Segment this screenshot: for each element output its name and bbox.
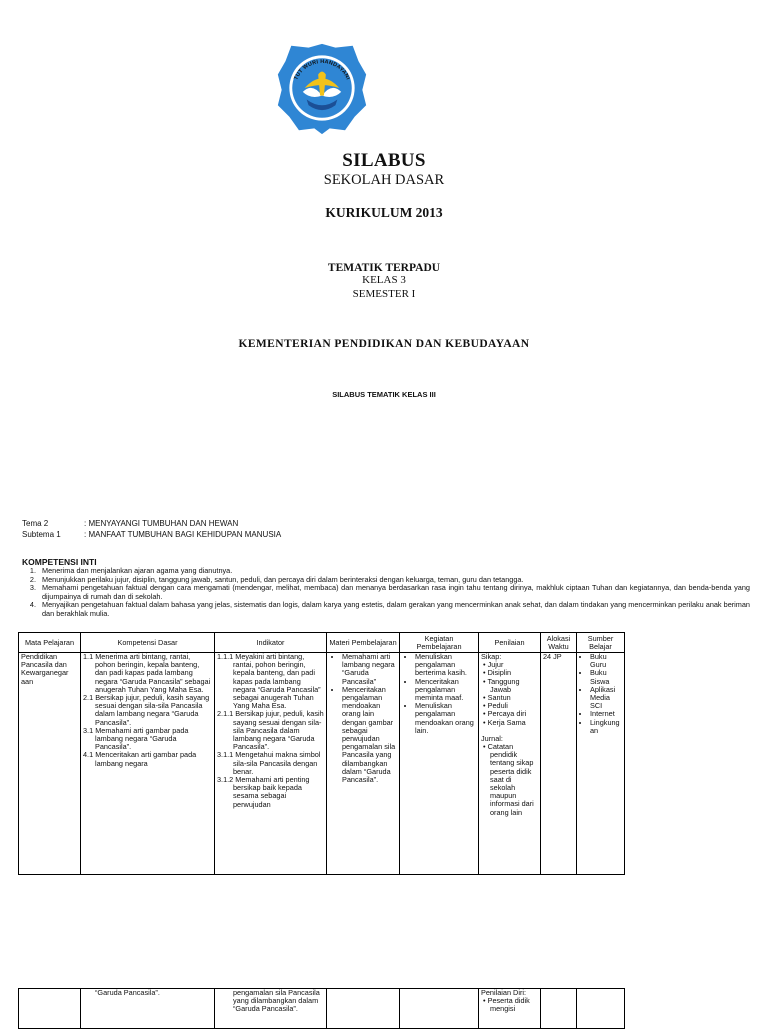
materi-cell bbox=[327, 653, 400, 875]
meta-key: Tema 2 bbox=[22, 519, 49, 528]
header-kompetensi-dasar: Kompetensi Dasar bbox=[81, 633, 215, 653]
header-materi: Materi Pembelajaran bbox=[327, 633, 400, 653]
class-label: KELAS 3 bbox=[362, 274, 406, 286]
logo-motto: TUT WURI HANDAYANI bbox=[293, 59, 351, 81]
subject-cell bbox=[19, 989, 81, 1029]
item-text: Menyajikan pengetahuan faktual dalam bahasa yang jelas, sistematis dan logis, dalam karya yang estetis, dalam gerakan yang mencerminkan anak sehat, dan dalam tindakan yang mencerminkan perilaku anak beriman dan berakhlak mulia. bbox=[42, 600, 750, 618]
sikap-item: • Kerja Sama bbox=[483, 717, 526, 727]
header-penilaian: Penilaian bbox=[479, 633, 541, 653]
sikap-item: • Disiplin bbox=[483, 668, 512, 678]
item-number: 2. bbox=[29, 574, 36, 584]
document-subtitle: SEKOLAH DASAR bbox=[323, 172, 445, 188]
header-indikator: Indikator bbox=[215, 633, 327, 653]
indikator-cell bbox=[215, 653, 327, 875]
list-item bbox=[22, 601, 750, 618]
kegiatan-item: • Menuliskan pengalaman mendoakan orang lain. bbox=[415, 702, 476, 735]
meta-value: : MANFAAT TUMBUHAN BAGI KEHIDUPAN MANUSIA bbox=[84, 530, 282, 539]
item-text: Menunjukkan perilaku jujur, disiplin, tanggung jawab, santun, peduli, dan percaya diri dalam berinteraksi dengan keluarga, teman, guru dan tetangga. bbox=[42, 574, 524, 584]
materi-item: • Memahami arti lambang negara “Garuda Pancasila” bbox=[342, 653, 397, 686]
indikator-item: 2.1.1 Bersikap jujur, peduli, kasih sayang sesuai dengan sila-sila Pancasila dalam lambang negara “Garuda Pancasila”. bbox=[217, 709, 324, 752]
sumber-item: • Lingkungan bbox=[590, 719, 622, 735]
kd-cell bbox=[81, 989, 215, 1029]
kd-item: 4.1 Menceritakan arti gambar pada lambang negara bbox=[83, 750, 197, 768]
kegiatan-item: • Menuliskan pengalaman berterima kasih. bbox=[415, 653, 476, 678]
table-row bbox=[19, 989, 625, 1029]
header-kegiatan: Kegiatan Pembelajaran bbox=[400, 633, 479, 653]
kegiatan-item: • Menceritakan pengalaman meminta maaf. bbox=[415, 678, 476, 703]
meta-key: Subtema 1 bbox=[22, 530, 61, 539]
sikap-item: • Jujur bbox=[483, 660, 504, 670]
item-text: Memahami pengetahuan faktual dengan cara mengamati (mendengar, melihat, membaca) dan menanya berdasarkan rasa ingin tahu tentang dirinya, makhluk ciptaan Tuhan dan kegiatannya, dan benda-benda yang dijumpainya di rumah dan di sekolah. bbox=[42, 583, 750, 601]
sikap-item: • Peduli bbox=[483, 701, 508, 711]
sikap-item: • Santun bbox=[483, 693, 511, 703]
table-row bbox=[19, 653, 625, 875]
list-item bbox=[22, 584, 750, 601]
sikap-item: • Percaya diri bbox=[483, 709, 527, 719]
materi-cell bbox=[327, 989, 400, 1029]
sikap-item: • Tanggung Jawab bbox=[483, 676, 520, 694]
alokasi-cell: 24 JP bbox=[541, 653, 577, 875]
sumber-item: • Internet bbox=[590, 710, 622, 718]
kd-item: 3.1 Memahami arti gambar pada lambang negara “Garuda Pancasila”. bbox=[83, 725, 189, 752]
kegiatan-cell bbox=[400, 989, 479, 1029]
materi-item: • Menceritakan pengalaman mendoakan orang lain dengan gambar sebagai perwujudan pengamalan sila Pancasila yang dilambangkan dalam “Garuda Pancasila”. bbox=[342, 686, 397, 784]
penilaian-diri-label: Penilaian Diri: bbox=[481, 988, 527, 997]
kegiatan-cell bbox=[400, 653, 479, 875]
table-header-row bbox=[19, 633, 625, 653]
sumber-item: • Buku Siswa bbox=[590, 669, 622, 685]
indikator-item: 3.1.2 Memahami arti penting bersikap baik kepada sesama sebagai perwujudan bbox=[217, 775, 310, 809]
header-sumber-belajar: Sumber Belajar bbox=[577, 633, 625, 653]
penilaian-diri-item: • Peserta didik mengisi bbox=[483, 996, 530, 1014]
meta-row-tema bbox=[22, 519, 422, 529]
kd-continuation: “Garuda Pancasila”. bbox=[95, 988, 160, 997]
indikator-cell bbox=[215, 989, 327, 1029]
sumber-cell bbox=[577, 989, 625, 1029]
sumber-cell bbox=[577, 653, 625, 875]
thematic-label: TEMATIK TERPADU bbox=[327, 262, 441, 274]
indikator-continuation: pengamalan sila Pancasila yang dilambangkan dalam “Garuda Pancasila”. bbox=[233, 988, 320, 1014]
syllabus-table bbox=[18, 632, 625, 875]
header-alokasi-waktu: Alokasi Waktu bbox=[541, 633, 577, 653]
meta-value: : MENYAYANGI TUMBUHAN DAN HEWAN bbox=[84, 519, 239, 528]
document-title: SILABUS bbox=[342, 150, 426, 171]
tut-wuri-handayani-logo bbox=[274, 40, 370, 136]
indikator-item: 1.1.1 Meyakini arti bintang, rantai, pohon beringin, kepala banteng, dan padi kapas pada lambang negara “Garuda Pancasila” sebagai anugerah Tuhan Yang Maha Esa. bbox=[217, 652, 321, 711]
penilaian-cell bbox=[479, 989, 541, 1029]
kd-item: 2.1 Bersikap jujur, peduli, kasih sayang sesuai dengan sila-sila Pancasila dalam lambang negara “Garuda Pancasila”. bbox=[83, 693, 210, 727]
alokasi-cell bbox=[541, 989, 577, 1029]
sumber-item: • Buku Guru bbox=[590, 653, 622, 669]
item-number: 1. bbox=[29, 566, 36, 575]
item-number: 4. bbox=[29, 600, 36, 610]
header-mata-pelajaran: Mata Pelajaran bbox=[19, 633, 81, 653]
jurnal-label: Jurnal: bbox=[481, 733, 503, 743]
kompetensi-inti-title: KOMPETENSI INTI bbox=[22, 557, 97, 567]
penilaian-cell bbox=[479, 653, 541, 875]
item-text: Menerima dan menjalankan ajaran agama yang dianutnya. bbox=[42, 566, 233, 575]
kd-item: 1.1 Menerima arti bintang, rantai, pohon beringin, kepala banteng, dan padi kapas pada lambang negara “Garuda Pancasila” sebagai anugerah Tuhan Yang Maha Esa. bbox=[83, 652, 211, 694]
curriculum-label: KURIKULUM 2013 bbox=[325, 205, 443, 220]
jurnal-item: • Catatan pendidik tentang sikap peserta didik saat di sekolah maupun informasi dari orang lain bbox=[483, 742, 534, 817]
kd-cell bbox=[81, 653, 215, 875]
meta-row-subtema bbox=[22, 530, 422, 540]
section-heading: SILABUS TEMATIK KELAS III bbox=[332, 390, 436, 399]
indikator-item: 3.1.1 Mengetahui makna simbol sila-sila Pancasila dengan benar. bbox=[217, 750, 321, 776]
sikap-label: Sikap: bbox=[481, 652, 502, 661]
item-number: 3. bbox=[29, 583, 36, 593]
syllabus-table-continued bbox=[18, 988, 625, 1029]
subject-cell: Pendidikan Pancasila dan Kewarganegar aan bbox=[19, 653, 81, 875]
semester-label: SEMESTER I bbox=[352, 288, 416, 300]
kompetensi-inti-list bbox=[22, 567, 750, 619]
ministry-label: KEMENTERIAN PENDIDIKAN DAN KEBUDAYAAN bbox=[238, 338, 530, 350]
sumber-item: • Aplikasi Media SCI bbox=[590, 686, 622, 711]
